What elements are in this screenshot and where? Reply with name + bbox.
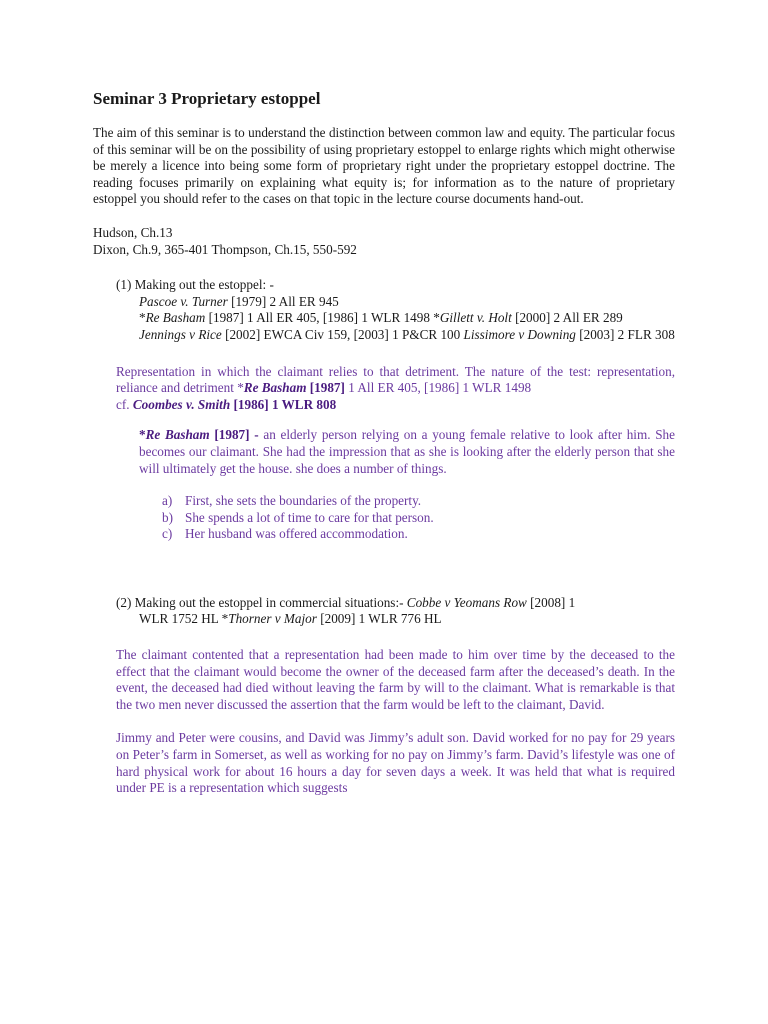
case-name: Cobbe v Yeomans Row — [406, 594, 527, 610]
case-year: [1987] — [306, 380, 345, 396]
case-citation: [2003] 2 FLR 308 — [575, 326, 675, 342]
section-2-heading: (2) Making out the estoppel in commercial situations:- — [116, 594, 407, 610]
section-1-cases — [139, 294, 675, 344]
list-item — [162, 493, 675, 510]
case-citation: [1986] 1 WLR 808 — [230, 396, 337, 412]
page-title: Seminar 3 Proprietary estoppel — [93, 89, 321, 108]
case-name: Pascoe v. Turner — [139, 293, 228, 309]
case-citation: [1987] 1 All ER 405, [1986] 1 WLR 1498 * — [205, 310, 440, 326]
reading-list — [93, 225, 675, 258]
list-label: b) — [162, 509, 173, 525]
case-line — [139, 294, 675, 311]
case-name: Thorner v Major — [228, 611, 317, 627]
case-citation: [1979] 2 All ER 945 — [227, 293, 339, 309]
list-text: Her husband was offered accommodation. — [185, 526, 408, 542]
section-2-heading-line — [116, 595, 675, 612]
notes-1-text — [116, 364, 675, 397]
section-1-heading: (1) Making out the estoppel: - — [116, 277, 274, 293]
case-name: Gillett v. Holt — [439, 310, 512, 326]
case-citation: [2009] 1 WLR 776 HL — [316, 611, 442, 627]
reading-line: Hudson, Ch.13 — [93, 224, 173, 240]
section-2-cases — [139, 611, 675, 628]
basham-text — [139, 427, 675, 477]
basham-body: an elderly person relying on a young female relative to look after him. She becomes our claimant. She had the impression that as she is looking after the elderly person that she will ultimately get the house. she does a number of things. — [139, 427, 675, 476]
case-star: * — [139, 427, 146, 443]
notes-1 — [116, 364, 675, 414]
list-label: a) — [162, 493, 173, 509]
case-name: Re Basham — [145, 310, 206, 326]
list-item — [162, 510, 675, 527]
document-page — [93, 88, 675, 797]
list-text: First, she sets the boundaries of the property. — [185, 493, 422, 509]
case-citation: WLR 1752 HL * — [139, 611, 229, 627]
list-label: c) — [162, 526, 173, 542]
case-citation: [2000] 2 All ER 289 — [511, 310, 623, 326]
case-name: Re Basham — [145, 427, 210, 443]
case-line — [139, 327, 675, 344]
case-name: Coombes v. Smith — [132, 396, 231, 412]
intro-paragraph: The aim of this seminar is to understand the distinction between common law and equity. The particular focus of this seminar will be on the possibility of using proprietary estoppel to enlarge rights which might otherwise be merely a licence into being some form of proprietary right under the proprietary estoppel doctrine. The reading focuses primarily on explaining what equity is; for information as to the nature of proprietary estoppel you should refer to the cases on that topic in the lecture course documents hand-out. — [93, 125, 675, 207]
thorner-paragraph-1: The claimant contented that a representation had been made to him over time by the deceased to the effect that the claimant would become the owner of the deceased farm after the deceased’s death. In the event, the deceased had died without leaving the farm by will to the claimant. What is remarkable is that the two men never discussed the assertion that the farm would be left to the claimant, David. — [116, 647, 675, 712]
case-star: * — [139, 310, 146, 326]
case-citation: [2002] EWCA Civ 159, [2003] 1 P&CR 100 — [221, 326, 464, 342]
cf-line — [116, 397, 675, 414]
case-year: [1987] - — [209, 427, 259, 443]
thorner-paragraph-2: Jimmy and Peter were cousins, and David was Jimmy’s adult son. David worked for no pay for 29 years on Peter’s farm in Somerset, as well as working for no pay on Jimmy’s farm. David’s lifestyle was one of hard physical work for about 16 hours a day for seven days a week. It was held that what is required under PE is a representation which suggests — [116, 730, 675, 796]
case-citation: [2008] 1 — [526, 594, 576, 610]
case-name: Jennings v Rice — [139, 326, 222, 342]
section-1 — [116, 277, 675, 343]
list-item — [162, 526, 675, 543]
basham-list — [162, 493, 675, 543]
case-name: Re Basham — [243, 380, 307, 396]
case-citation: 1 All ER 405, [1986] 1 WLR 1498 — [344, 380, 532, 396]
list-text: She spends a lot of time to care for that person. — [185, 509, 434, 525]
case-line — [139, 310, 675, 327]
cf-prefix: cf. — [116, 396, 133, 412]
section-2 — [116, 595, 675, 628]
reading-line: Dixon, Ch.9, 365-401 Thompson, Ch.15, 550-592 — [93, 241, 357, 257]
case-name: Lissimore v Downing — [463, 326, 576, 342]
notes-1-body: Representation in which the claimant relies to that detriment. The nature of the test: representation, reliance and detriment * — [116, 363, 675, 396]
basham-note — [139, 427, 675, 543]
